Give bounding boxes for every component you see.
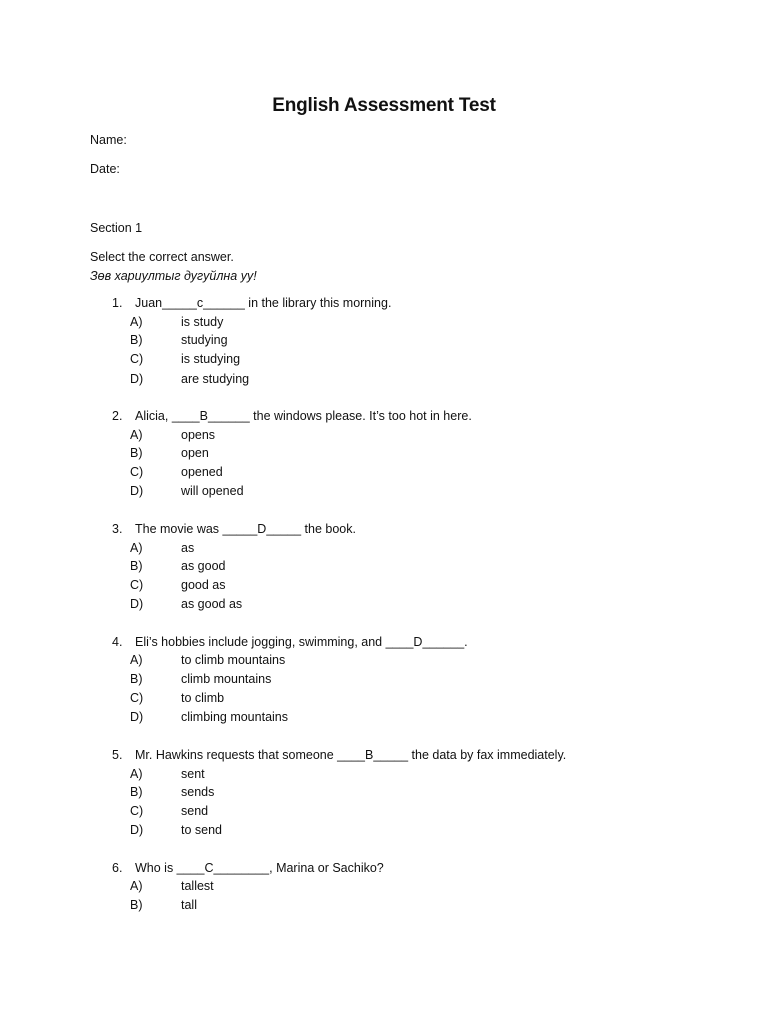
- option-letter: D): [130, 710, 144, 724]
- option-letter: B): [130, 785, 143, 799]
- date-label: Date:: [90, 162, 120, 176]
- question-5: [0, 747, 768, 860]
- instruction-mongolian: Зөв хариултыг дугуйлна уу!: [90, 269, 257, 283]
- question-6: [0, 860, 768, 973]
- option-text: is study: [181, 315, 224, 329]
- question-text: The movie was _____D_____ the book.: [135, 522, 356, 536]
- option-letter: D): [130, 372, 144, 386]
- question-4: [0, 634, 768, 747]
- option-letter: A): [130, 653, 143, 667]
- option-text: will opened: [181, 484, 244, 498]
- option-letter: B): [130, 898, 143, 912]
- section-label: Section 1: [90, 221, 143, 235]
- option-text: open: [181, 446, 209, 460]
- option-text: send: [181, 804, 209, 818]
- question-number: 4.: [112, 635, 123, 649]
- option-text: opened: [181, 465, 223, 479]
- option-text: tall: [181, 898, 197, 912]
- option-text: is studying: [181, 352, 241, 366]
- option-text: sent: [181, 767, 205, 781]
- option-text: are studying: [181, 372, 250, 386]
- question-list: [0, 295, 768, 973]
- question-text: Juan_____c______ in the library this morning.: [135, 296, 392, 310]
- option-letter: C): [130, 804, 144, 818]
- option-letter: B): [130, 446, 143, 460]
- name-label: Name:: [90, 133, 127, 147]
- page-title: English Assessment Test: [272, 95, 496, 116]
- question-text: Mr. Hawkins requests that someone ____B_____ the data by fax immediately.: [135, 748, 567, 762]
- instruction-english: Select the correct answer.: [90, 250, 234, 264]
- question-number: 3.: [112, 522, 123, 536]
- option-letter: B): [130, 672, 143, 686]
- option-text: climb mountains: [181, 672, 272, 686]
- question-number: 1.: [112, 296, 123, 310]
- question-number: 2.: [112, 409, 123, 423]
- option-letter: B): [130, 333, 143, 347]
- option-text: as: [181, 541, 195, 555]
- option-text: climbing mountains: [181, 710, 288, 724]
- option-letter: A): [130, 541, 143, 555]
- option-text: as good: [181, 559, 226, 573]
- option-letter: C): [130, 691, 144, 705]
- option-text: as good as: [181, 597, 243, 611]
- option-letter: B): [130, 559, 143, 573]
- option-letter: C): [130, 465, 144, 479]
- option-text: good as: [181, 578, 226, 592]
- question-1: [0, 295, 768, 408]
- option-text: opens: [181, 428, 216, 442]
- question-2: [0, 408, 768, 521]
- option-text: to send: [181, 823, 223, 837]
- question-text: Alicia, ____B______ the windows please. It’s too hot in here.: [135, 409, 472, 423]
- option-letter: A): [130, 767, 143, 781]
- option-letter: A): [130, 315, 143, 329]
- option-letter: C): [130, 352, 144, 366]
- option-letter: A): [130, 879, 143, 893]
- option-text: to climb: [181, 691, 225, 705]
- question-3: [0, 521, 768, 634]
- option-letter: D): [130, 597, 144, 611]
- question-text: Who is ____C________, Marina or Sachiko?: [135, 861, 384, 875]
- option-letter: D): [130, 823, 144, 837]
- option-letter: D): [130, 484, 144, 498]
- question-text: Eli’s hobbies include jogging, swimming, and ____D______.: [135, 635, 468, 649]
- question-number: 6.: [112, 861, 123, 875]
- option-letter: A): [130, 428, 143, 442]
- option-text: studying: [181, 333, 228, 347]
- option-text: tallest: [181, 879, 214, 893]
- question-number: 5.: [112, 748, 123, 762]
- option-letter: C): [130, 578, 144, 592]
- option-text: to climb mountains: [181, 653, 286, 667]
- option-text: sends: [181, 785, 215, 799]
